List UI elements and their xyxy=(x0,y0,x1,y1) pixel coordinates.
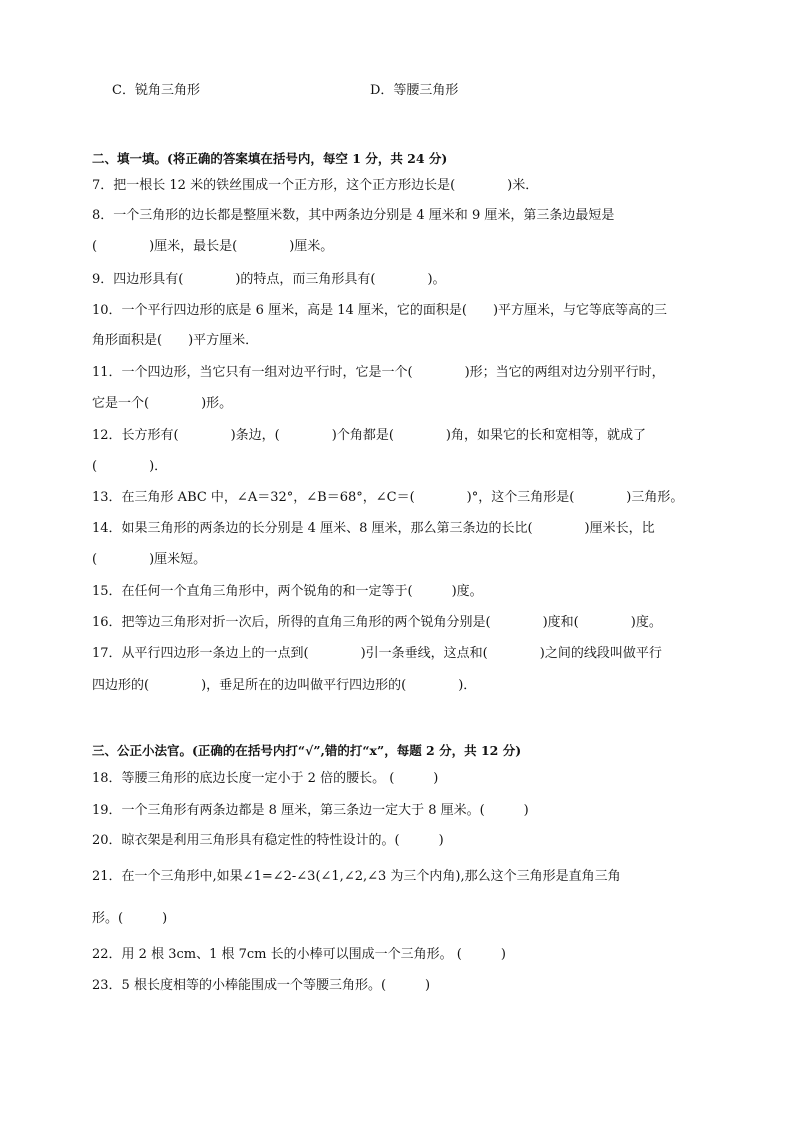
question-8-line1: 8．一个三角形的边长都是整厘米数，其中两条边分别是 4 厘米和 9 厘米，第三条边最短是 xyxy=(92,208,615,223)
question-10-line1: 10．一个平行四边形的底是 6 厘米，高是 14 厘米，它的面积是( )平方厘米，与它等底等高的三 xyxy=(92,303,668,318)
question-22: 22．用 2 根 3cm、1 根 7cm 长的小棒可以围成一个三角形。 ( ) xyxy=(92,947,506,962)
question-18: 18．等腰三角形的底边长度一定小于 2 倍的腰长。 ( ) xyxy=(92,771,439,786)
option-c: C．锐角三角形 xyxy=(112,83,200,98)
question-8-line2: ( )厘米，最长是( )厘米。 xyxy=(92,239,334,254)
question-13: 13．在三角形 ABC 中，∠A＝32°，∠B＝68°，∠C＝( )°，这个三角形是( )三角形。 xyxy=(92,490,684,505)
question-7: 7．把一根长 12 米的铁丝围成一个正方形，这个正方形边长是( )米． xyxy=(92,178,539,193)
question-21-line1: 21．在一个三角形中,如果∠1=∠2-∠3(∠1,∠2,∠3 为三个内角),那么这个三角形是直角三角 xyxy=(92,869,621,884)
question-11-line1: 11．一个四边形，当它只有一组对边平行时，它是一个( )形；当它的两组对边分别平行时， xyxy=(92,365,665,380)
question-20: 20．晾衣架是利用三角形具有稳定性的特性设计的。( ) xyxy=(92,833,444,848)
question-21-line2: 形。( ) xyxy=(92,911,168,926)
section2-heading: 二、填一填。(将正确的答案填在括号内，每空 1 分，共 24 分) xyxy=(92,151,448,166)
question-11-line2: 它是一个( )形。 xyxy=(92,396,233,411)
question-9: 9．四边形具有( )的特点，而三角形具有( )。 xyxy=(92,272,446,287)
question-17-line2: 四边形的( )，垂足所在的边叫做平行四边形的( )． xyxy=(92,678,477,693)
question-19: 19．一个三角形有两条边都是 8 厘米，第三条边一定大于 8 厘米。( ) xyxy=(92,803,529,818)
question-17-line1: 17．从平行四边形一条边上的一点到( )引一条垂线，这点和( )之间的线段叫做平行 xyxy=(92,646,662,661)
question-12-line1: 12．长方形有( )条边，( )个角都是( )角，如果它的长和宽相等，就成了 xyxy=(92,428,646,443)
question-10-line2: 角形面积是( )平方厘米． xyxy=(92,333,259,348)
question-14-line2: ( )厘米短。 xyxy=(92,552,207,567)
section3-heading: 三、公正小法官。(正确的在括号内打“√”,错的打“x”，每题 2 分，共 12 分) xyxy=(92,743,522,758)
question-12-line2: ( )． xyxy=(92,459,168,474)
question-16: 16．把等边三角形对折一次后，所得的直角三角形的两个锐角分别是( )度和( )度。 xyxy=(92,615,662,630)
question-14-line1: 14．如果三角形的两条边的长分别是 4 厘米、8 厘米，那么第三条边的长比( )厘米长，比 xyxy=(92,521,655,536)
question-15: 15．在任何一个直角三角形中，两个锐角的和一定等于( )度。 xyxy=(92,584,483,599)
option-d: D．等腰三角形 xyxy=(370,83,459,98)
question-23: 23．5 根长度相等的小棒能围成一个等腰三角形。( ) xyxy=(92,978,431,993)
